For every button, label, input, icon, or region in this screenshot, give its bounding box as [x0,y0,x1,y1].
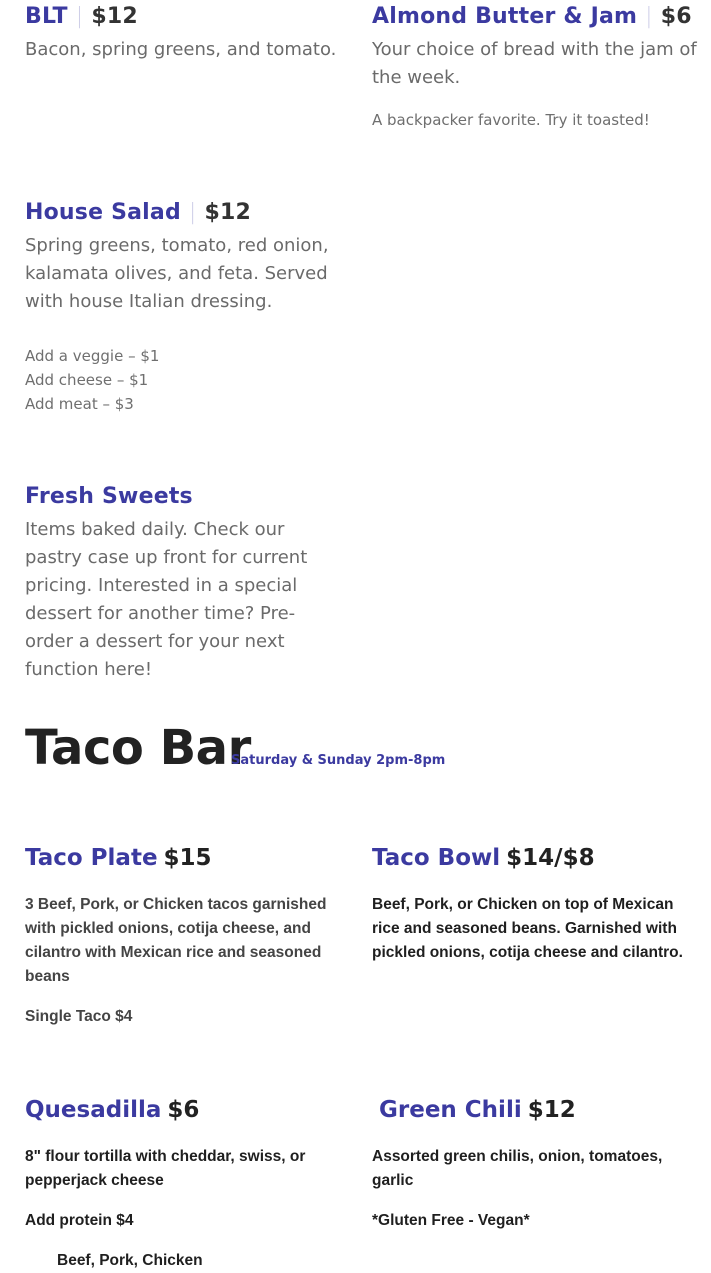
taco-bowl-name: Taco Bowl [372,845,501,871]
taco-bar-hours: Saturday & Sunday 2pm-8pm [231,753,446,768]
salad-price: $12 [204,200,252,225]
green-chili-name: Green Chili [379,1097,522,1123]
green-chili-title [379,1097,576,1123]
salad-addon: Add meat – $3 [25,395,134,413]
almond-note: A backpacker favorite. Try it toasted! [372,111,650,129]
salad-addon: Add cheese – $1 [25,371,149,389]
taco-plate-extra: Single Taco $4 [25,1008,133,1025]
almond-name: Almond Butter & Jam [372,4,638,29]
almond-price: $6 [660,4,692,29]
taco-bowl-title [372,845,595,871]
blt-description: Bacon, spring greens, and tomato. [25,39,337,60]
green-chili-price: $12 [527,1097,576,1123]
almond-description: Your choice of bread with the jam of the week. [372,39,697,88]
sweets-description: Items baked daily. Check our pastry case up front for current pricing. Interested in a special dessert for another time? Pre-order a dessert for your next function here! [25,519,308,680]
salad-description: Spring greens, tomato, red onion, kalamata olives, and feta. Served with house Italian dressing. [25,235,329,312]
quesadilla-description: 8" flour tortilla with cheddar, swiss, or pepperjack cheese [25,1148,306,1189]
salad-name: House Salad [25,200,181,225]
sweets-title: Fresh Sweets [25,484,193,509]
taco-bowl-description: Beef, Pork, or Chicken on top of Mexican rice and seasoned beans. Garnished with pickled onions, cotija cheese and cilantro. [372,896,683,961]
taco-bowl-price: $14/$8 [506,845,595,871]
taco-plate-name: Taco Plate [25,845,158,871]
quesadilla-extra: Add protein $4 [25,1212,134,1229]
taco-bar-heading: Taco Bar [25,720,251,776]
blt-price: $12 [91,4,138,29]
taco-plate-title [25,845,212,871]
divider: | [188,200,197,225]
quesadilla-name: Quesadilla [25,1097,162,1123]
salad-addon: Add a veggie – $1 [25,347,160,365]
divider: | [645,4,653,29]
quesadilla-price: $6 [167,1097,200,1123]
quesadilla-proteins: Beef, Pork, Chicken [57,1252,203,1269]
divider: | [75,4,84,29]
blt-title [25,4,138,29]
salad-title [25,200,251,225]
blt-name: BLT [25,4,68,29]
taco-plate-description: 3 Beef, Pork, or Chicken tacos garnished with pickled onions, cotija cheese, and cilantro with Mexican rice and seasoned beans [25,896,327,985]
green-chili-note: *Gluten Free - Vegan* [372,1212,530,1229]
salad-addon-list [25,344,159,416]
green-chili-description: Assorted green chilis, onion, tomatoes, garlic [372,1148,663,1189]
almond-title [372,4,692,29]
taco-plate-price: $15 [163,845,212,871]
quesadilla-title [25,1097,199,1123]
